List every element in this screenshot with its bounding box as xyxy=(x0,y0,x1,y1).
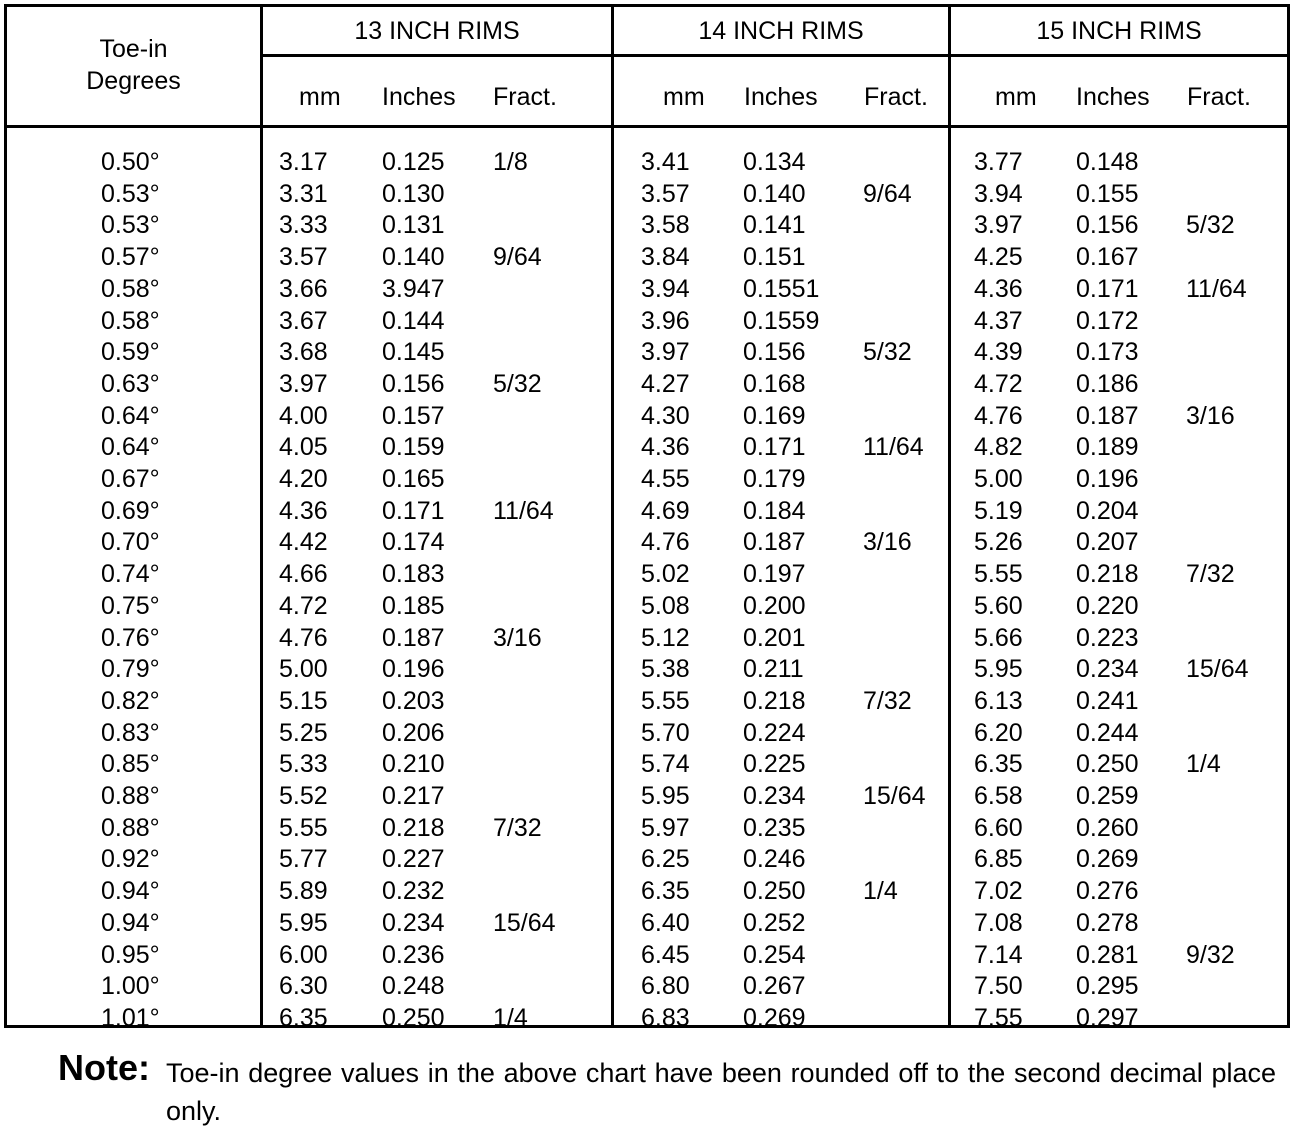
mm-13-cell: 3.66 xyxy=(279,274,328,303)
inches-14-cell: 0.211 xyxy=(743,655,804,684)
inches-15-cell: 0.250 xyxy=(1076,750,1139,779)
toe-in-degree-cell: 1.01° xyxy=(101,1003,160,1032)
mm-13-cell: 6.35 xyxy=(279,1003,328,1032)
inches-13-cell: 0.185 xyxy=(382,591,445,620)
toe-in-degree-cell: 0.64° xyxy=(101,401,160,430)
inches-14-cell: 0.134 xyxy=(743,148,806,176)
toe-in-degree-cell: 0.58° xyxy=(101,306,160,335)
subheader-mm: mm xyxy=(663,83,705,111)
toe-in-degree-cell: 0.82° xyxy=(101,686,160,715)
mm-15-cell: 7.02 xyxy=(974,877,1023,906)
mm-15-cell: 6.20 xyxy=(974,718,1023,747)
inches-13-cell: 0.159 xyxy=(382,433,445,462)
inches-15-cell: 0.186 xyxy=(1076,369,1139,398)
inches-14-cell: 0.201 xyxy=(743,623,806,652)
mm-15-cell: 6.13 xyxy=(974,686,1023,715)
inches-14-cell: 0.218 xyxy=(743,686,806,715)
mm-15-cell: 3.94 xyxy=(974,179,1023,208)
fract-15-cell: 15/64 xyxy=(1186,655,1249,684)
inches-13-cell: 0.227 xyxy=(382,845,445,874)
mm-14-cell: 5.97 xyxy=(641,813,690,842)
subheader-fract: Fract. xyxy=(864,83,928,111)
mm-13-cell: 5.33 xyxy=(279,750,328,779)
fract-14-cell: 15/64 xyxy=(863,782,926,810)
inches-14-cell: 0.1551 xyxy=(743,274,820,303)
mm-13-cell: 4.72 xyxy=(279,591,328,620)
toe-in-degree-cell: 0.69° xyxy=(101,496,160,525)
mm-15-cell: 4.76 xyxy=(974,401,1023,430)
subheader-fract: Fract. xyxy=(1187,83,1251,111)
mm-13-cell: 3.97 xyxy=(279,369,328,398)
mm-14-cell: 6.35 xyxy=(641,877,690,906)
fract-13-cell: 1/8 xyxy=(493,148,528,176)
subheader-inches: Inches xyxy=(382,83,456,111)
mm-15-cell: 4.37 xyxy=(974,306,1023,335)
fract-13-cell: 15/64 xyxy=(493,908,556,937)
toe-in-degree-cell: 0.53° xyxy=(101,179,160,208)
mm-14-cell: 3.84 xyxy=(641,243,690,272)
mm-15-cell: 5.60 xyxy=(974,591,1023,620)
mm-13-cell: 3.31 xyxy=(279,179,328,208)
mm-13-cell: 6.00 xyxy=(279,940,328,969)
divider-toe-in xyxy=(260,7,263,1025)
inches-14-cell: 0.235 xyxy=(743,813,806,842)
inches-13-cell: 0.196 xyxy=(382,655,445,684)
inches-13-cell: 0.217 xyxy=(382,782,445,810)
toe-in-degree-cell: 0.64° xyxy=(101,433,160,462)
inches-13-cell: 0.156 xyxy=(382,369,445,398)
inches-14-cell: 0.246 xyxy=(743,845,806,874)
toe-in-degree-cell: 0.58° xyxy=(101,274,160,303)
fract-14-cell: 11/64 xyxy=(863,433,924,462)
mm-14-cell: 5.74 xyxy=(641,750,690,779)
mm-13-cell: 6.30 xyxy=(279,972,328,1001)
inches-14-cell: 0.169 xyxy=(743,401,806,430)
mm-15-cell: 7.08 xyxy=(974,908,1023,937)
inches-14-cell: 0.252 xyxy=(743,908,806,937)
inches-13-cell: 0.250 xyxy=(382,1003,445,1032)
mm-13-cell: 4.66 xyxy=(279,560,328,589)
inches-13-cell: 0.203 xyxy=(382,686,445,715)
mm-15-cell: 5.19 xyxy=(974,496,1023,525)
mm-15-cell: 6.58 xyxy=(974,782,1023,810)
toe-in-degree-cell: 0.50° xyxy=(101,148,160,176)
mm-15-cell: 3.97 xyxy=(974,211,1023,240)
inches-15-cell: 0.259 xyxy=(1076,782,1139,810)
inches-14-cell: 0.224 xyxy=(743,718,806,747)
inches-13-cell: 0.171 xyxy=(382,496,445,525)
inches-15-cell: 0.269 xyxy=(1076,845,1139,874)
divider-header-body xyxy=(7,125,1287,128)
mm-14-cell: 5.38 xyxy=(641,655,690,684)
inches-15-cell: 0.187 xyxy=(1076,401,1139,430)
subheader-fract: Fract. xyxy=(493,83,557,111)
divider-group-header xyxy=(260,54,1287,57)
mm-14-cell: 3.57 xyxy=(641,179,690,208)
mm-15-cell: 7.14 xyxy=(974,940,1023,969)
mm-14-cell: 3.58 xyxy=(641,211,690,240)
inches-15-cell: 0.189 xyxy=(1076,433,1139,462)
inches-15-cell: 0.278 xyxy=(1076,908,1139,937)
inches-14-cell: 0.225 xyxy=(743,750,806,779)
fract-14-cell: 1/4 xyxy=(863,877,898,906)
mm-15-cell: 7.50 xyxy=(974,972,1023,1001)
mm-15-cell: 4.72 xyxy=(974,369,1023,398)
toe-in-degree-cell: 0.70° xyxy=(101,528,160,557)
mm-14-cell: 4.69 xyxy=(641,496,690,525)
mm-14-cell: 4.36 xyxy=(641,433,690,462)
inches-15-cell: 0.148 xyxy=(1076,148,1139,176)
inches-13-cell: 0.248 xyxy=(382,972,445,1001)
mm-15-cell: 5.55 xyxy=(974,560,1023,589)
inches-13-cell: 0.131 xyxy=(382,211,445,240)
inches-15-cell: 0.218 xyxy=(1076,560,1139,589)
inches-15-cell: 0.297 xyxy=(1076,1003,1139,1032)
toe-in-degree-cell: 0.94° xyxy=(101,877,160,906)
toe-in-degree-cell: 0.85° xyxy=(101,750,160,779)
toe-in-degree-cell: 1.00° xyxy=(101,972,160,1001)
mm-14-cell: 3.41 xyxy=(641,148,690,176)
mm-13-cell: 5.00 xyxy=(279,655,328,684)
inches-13-cell: 0.174 xyxy=(382,528,445,557)
fract-13-cell: 3/16 xyxy=(493,623,542,652)
inches-14-cell: 0.179 xyxy=(743,465,806,493)
mm-14-cell: 6.25 xyxy=(641,845,690,874)
inches-15-cell: 0.167 xyxy=(1076,243,1139,272)
toe-in-degree-cell: 0.76° xyxy=(101,623,160,652)
inches-13-cell: 0.206 xyxy=(382,718,445,747)
inches-14-cell: 0.269 xyxy=(743,1003,806,1032)
toe-in-degree-cell: 0.88° xyxy=(101,782,160,810)
mm-13-cell: 5.55 xyxy=(279,813,328,842)
inches-13-cell: 0.218 xyxy=(382,813,445,842)
inches-15-cell: 0.172 xyxy=(1076,306,1139,335)
inches-15-cell: 0.260 xyxy=(1076,813,1139,842)
inches-15-cell: 0.281 xyxy=(1076,940,1139,969)
inches-15-cell: 0.244 xyxy=(1076,718,1139,747)
inches-13-cell: 0.234 xyxy=(382,908,445,937)
inches-14-cell: 0.168 xyxy=(743,369,806,398)
fract-13-cell: 1/4 xyxy=(493,1003,528,1032)
mm-13-cell: 3.33 xyxy=(279,211,328,240)
fract-14-cell: 7/32 xyxy=(863,686,912,715)
mm-14-cell: 5.12 xyxy=(641,623,690,652)
mm-13-cell: 4.00 xyxy=(279,401,328,430)
fract-15-cell: 11/64 xyxy=(1186,274,1247,303)
toe-in-degree-cell: 0.57° xyxy=(101,243,160,272)
fract-13-cell: 9/64 xyxy=(493,243,542,272)
inches-14-cell: 0.250 xyxy=(743,877,806,906)
inches-15-cell: 0.223 xyxy=(1076,623,1139,652)
inches-15-cell: 0.295 xyxy=(1076,972,1139,1001)
group-header-13-inch: 13 INCH RIMS xyxy=(354,17,520,45)
group-header-14-inch: 14 INCH RIMS xyxy=(698,17,864,45)
toe-in-degree-cell: 0.92° xyxy=(101,845,160,874)
fract-13-cell: 11/64 xyxy=(493,496,554,525)
mm-15-cell: 4.25 xyxy=(974,243,1023,272)
mm-13-cell: 4.20 xyxy=(279,465,328,493)
mm-15-cell: 4.39 xyxy=(974,338,1023,367)
inches-15-cell: 0.234 xyxy=(1076,655,1139,684)
toe-in-degrees-header: Toe-in Degrees xyxy=(86,35,181,95)
inches-14-cell: 0.254 xyxy=(743,940,806,969)
inches-14-cell: 0.151 xyxy=(743,243,806,272)
inches-13-cell: 0.210 xyxy=(382,750,445,779)
mm-13-cell: 5.95 xyxy=(279,908,328,937)
toe-in-degree-cell: 0.63° xyxy=(101,369,160,398)
inches-15-cell: 0.155 xyxy=(1076,179,1139,208)
mm-15-cell: 6.35 xyxy=(974,750,1023,779)
note-label: Note: xyxy=(58,1047,150,1088)
inches-15-cell: 0.196 xyxy=(1076,465,1139,493)
inches-13-cell: 0.157 xyxy=(382,401,445,430)
mm-14-cell: 5.95 xyxy=(641,782,690,810)
inches-14-cell: 0.184 xyxy=(743,496,806,525)
mm-13-cell: 4.05 xyxy=(279,433,328,462)
inches-14-cell: 0.234 xyxy=(743,782,806,810)
inches-13-cell: 0.145 xyxy=(382,338,445,367)
mm-15-cell: 4.36 xyxy=(974,274,1023,303)
toe-in-degree-cell: 0.74° xyxy=(101,560,160,589)
mm-15-cell: 6.60 xyxy=(974,813,1023,842)
mm-13-cell: 5.25 xyxy=(279,718,328,747)
fract-15-cell: 9/32 xyxy=(1186,940,1235,969)
mm-15-cell: 5.00 xyxy=(974,465,1023,493)
toe-in-degree-cell: 0.79° xyxy=(101,655,160,684)
fract-14-cell: 5/32 xyxy=(863,338,912,367)
inches-14-cell: 0.140 xyxy=(743,179,806,208)
mm-15-cell: 5.66 xyxy=(974,623,1023,652)
mm-15-cell: 5.95 xyxy=(974,655,1023,684)
toe-in-degree-cell: 0.67° xyxy=(101,465,160,493)
inches-14-cell: 0.1559 xyxy=(743,306,820,335)
mm-14-cell: 5.08 xyxy=(641,591,690,620)
mm-13-cell: 5.77 xyxy=(279,845,328,874)
toe-in-chart xyxy=(4,4,1290,1032)
mm-14-cell: 6.45 xyxy=(641,940,690,969)
divider-13-14 xyxy=(611,7,614,1025)
fract-14-cell: 3/16 xyxy=(863,528,912,557)
inches-13-cell: 0.165 xyxy=(382,465,445,493)
inches-14-cell: 0.197 xyxy=(743,560,806,589)
mm-14-cell: 6.83 xyxy=(641,1003,690,1032)
inches-13-cell: 0.187 xyxy=(382,623,445,652)
subheader-mm: mm xyxy=(995,83,1037,111)
fract-13-cell: 7/32 xyxy=(493,813,542,842)
mm-13-cell: 5.15 xyxy=(279,686,328,715)
mm-14-cell: 4.76 xyxy=(641,528,690,557)
mm-14-cell: 4.55 xyxy=(641,465,690,493)
mm-15-cell: 5.26 xyxy=(974,528,1023,557)
inches-13-cell: 0.140 xyxy=(382,243,445,272)
inches-15-cell: 0.173 xyxy=(1076,338,1139,367)
mm-14-cell: 5.55 xyxy=(641,686,690,715)
inches-13-cell: 3.947 xyxy=(382,274,445,303)
mm-14-cell: 4.30 xyxy=(641,401,690,430)
mm-13-cell: 5.52 xyxy=(279,782,328,810)
fract-14-cell: 9/64 xyxy=(863,179,912,208)
mm-13-cell: 3.68 xyxy=(279,338,328,367)
inches-15-cell: 0.204 xyxy=(1076,496,1139,525)
mm-14-cell: 5.70 xyxy=(641,718,690,747)
toe-in-degree-cell: 0.83° xyxy=(101,718,160,747)
inches-14-cell: 0.200 xyxy=(743,591,806,620)
mm-13-cell: 4.36 xyxy=(279,496,328,525)
mm-14-cell: 3.94 xyxy=(641,274,690,303)
inches-15-cell: 0.207 xyxy=(1076,528,1139,557)
subheader-inches: Inches xyxy=(744,83,818,111)
note-text: Toe-in degree values in the above chart have been rounded off to the second decimal place only. xyxy=(166,1058,1276,1126)
inches-13-cell: 0.125 xyxy=(382,148,445,176)
mm-14-cell: 5.02 xyxy=(641,560,690,589)
inches-13-cell: 0.183 xyxy=(382,560,445,589)
inches-13-cell: 0.236 xyxy=(382,940,445,969)
mm-15-cell: 6.85 xyxy=(974,845,1023,874)
mm-13-cell: 3.67 xyxy=(279,306,328,335)
mm-14-cell: 3.96 xyxy=(641,306,690,335)
mm-13-cell: 3.57 xyxy=(279,243,328,272)
inches-13-cell: 0.144 xyxy=(382,306,445,335)
divider-14-15 xyxy=(948,7,951,1025)
fract-15-cell: 1/4 xyxy=(1186,750,1221,779)
inches-14-cell: 0.156 xyxy=(743,338,806,367)
inches-14-cell: 0.141 xyxy=(743,211,806,240)
inches-13-cell: 0.130 xyxy=(382,179,445,208)
toe-in-degree-cell: 0.75° xyxy=(101,591,160,620)
fract-15-cell: 7/32 xyxy=(1186,560,1235,589)
mm-14-cell: 6.80 xyxy=(641,972,690,1001)
inches-15-cell: 0.241 xyxy=(1076,686,1139,715)
fract-15-cell: 5/32 xyxy=(1186,211,1235,240)
toe-in-degree-cell: 0.94° xyxy=(101,908,160,937)
mm-13-cell: 3.17 xyxy=(279,148,328,176)
mm-14-cell: 6.40 xyxy=(641,908,690,937)
inches-15-cell: 0.276 xyxy=(1076,877,1139,906)
toe-in-degree-cell: 0.88° xyxy=(101,813,160,842)
inches-14-cell: 0.267 xyxy=(743,972,806,1001)
toe-in-degree-cell: 0.53° xyxy=(101,211,160,240)
inches-15-cell: 0.171 xyxy=(1076,274,1139,303)
inches-14-cell: 0.187 xyxy=(743,528,806,557)
mm-15-cell: 7.55 xyxy=(974,1003,1023,1032)
mm-15-cell: 4.82 xyxy=(974,433,1023,462)
mm-13-cell: 5.89 xyxy=(279,877,328,906)
inches-13-cell: 0.232 xyxy=(382,877,445,906)
subheader-mm: mm xyxy=(299,83,341,111)
group-header-15-inch: 15 INCH RIMS xyxy=(1036,17,1202,45)
mm-14-cell: 4.27 xyxy=(641,369,690,398)
inches-15-cell: 0.220 xyxy=(1076,591,1139,620)
toe-in-degree-cell: 0.59° xyxy=(101,338,160,367)
mm-13-cell: 4.76 xyxy=(279,623,328,652)
mm-15-cell: 3.77 xyxy=(974,148,1023,176)
mm-14-cell: 3.97 xyxy=(641,338,690,367)
subheader-inches: Inches xyxy=(1076,83,1150,111)
inches-15-cell: 0.156 xyxy=(1076,211,1139,240)
fract-13-cell: 5/32 xyxy=(493,369,542,398)
mm-13-cell: 4.42 xyxy=(279,528,328,557)
toe-in-degree-cell: 0.95° xyxy=(101,940,160,969)
inches-14-cell: 0.171 xyxy=(743,433,806,462)
fract-15-cell: 3/16 xyxy=(1186,401,1235,430)
